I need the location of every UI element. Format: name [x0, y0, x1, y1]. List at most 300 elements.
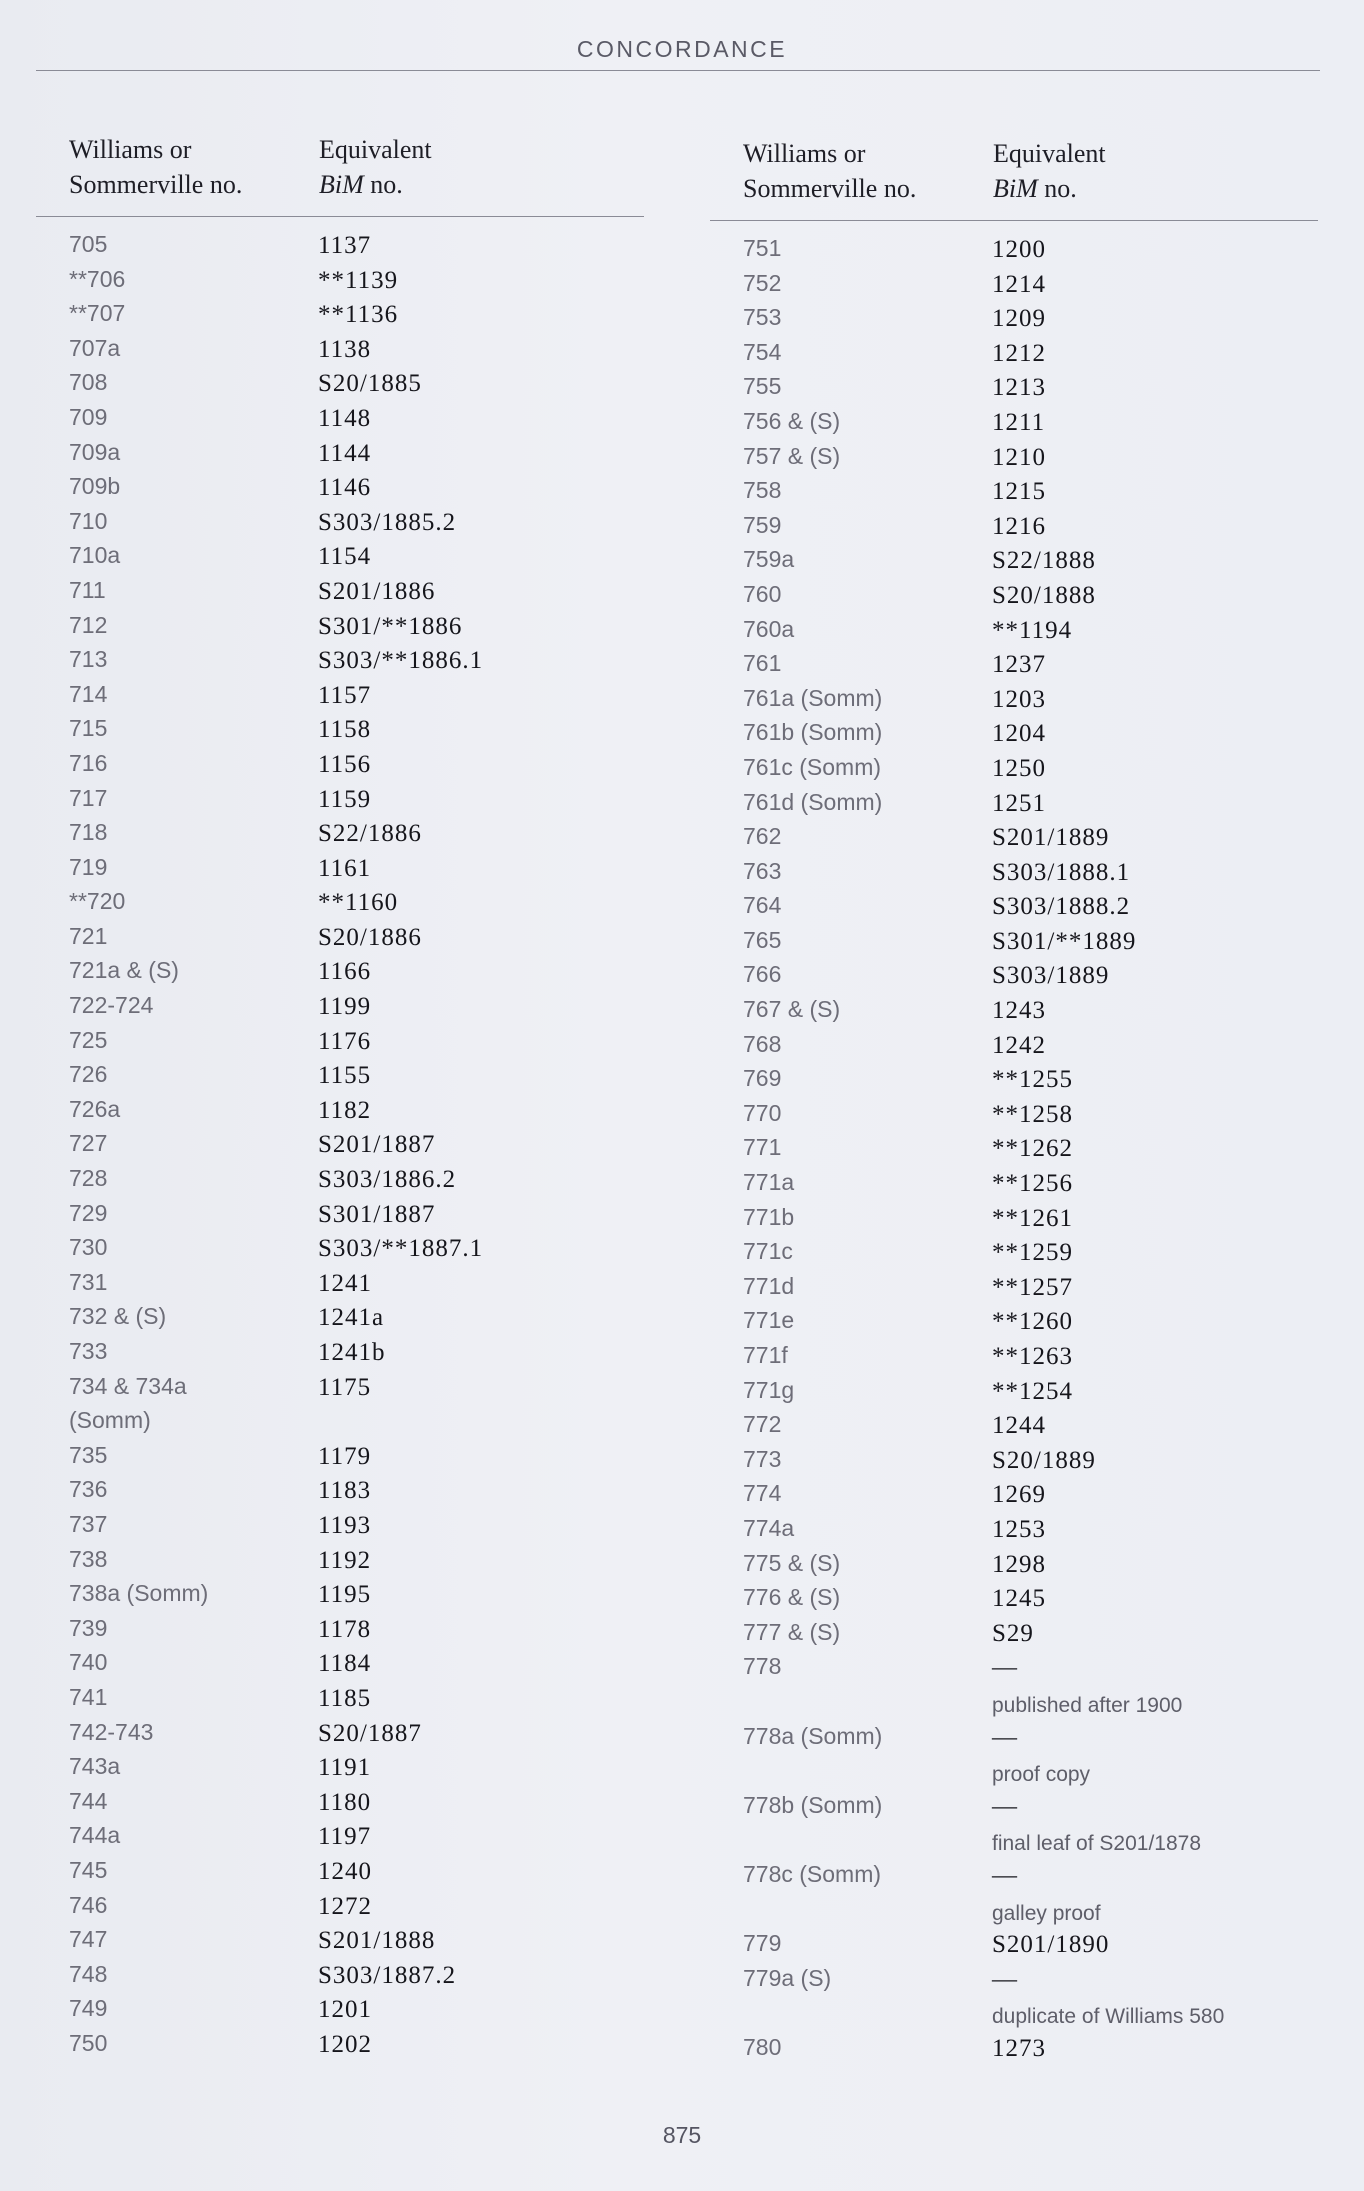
williams-sommerville-no: 774a	[743, 1514, 795, 1541]
table-row	[710, 1204, 1318, 1239]
table-row	[710, 1134, 1318, 1169]
bim-no: S301/**1889	[992, 927, 1137, 955]
williams-sommerville-no: 761	[743, 650, 782, 677]
bim-no: 1241	[318, 1269, 372, 1297]
bim-no: 1156	[318, 750, 372, 778]
table-row	[36, 300, 644, 335]
table-row	[710, 1861, 1318, 1896]
bim-no: 1269	[992, 1481, 1046, 1509]
williams-sommerville-no: 744a	[69, 1822, 121, 1849]
table-row	[36, 819, 644, 854]
table-row	[710, 685, 1318, 720]
bim-no: 1184	[318, 1650, 372, 1678]
williams-sommerville-no: 737	[69, 1510, 108, 1537]
table-row	[36, 1719, 644, 1754]
bim-no: 1146	[318, 474, 372, 502]
bim-no: S20/1886	[318, 923, 422, 951]
table-row	[36, 1788, 644, 1823]
williams-sommerville-no: 709a	[69, 438, 121, 465]
williams-sommerville-no: 730	[69, 1234, 108, 1261]
table-row	[36, 612, 644, 647]
table-row	[710, 1584, 1318, 1619]
table-row	[710, 1411, 1318, 1446]
williams-sommerville-no: 725	[69, 1026, 108, 1053]
williams-sommerville-no: 718	[69, 819, 108, 846]
williams-sommerville-no: **706	[69, 265, 126, 292]
williams-sommerville-no: 712	[69, 611, 108, 638]
williams-sommerville-no: 771d	[743, 1272, 795, 1299]
table-row	[36, 266, 644, 301]
table-row	[710, 1792, 1318, 1827]
header-bim-no: Equivalent BiM no.	[993, 139, 1106, 203]
bim-no: S301/**1886	[318, 612, 463, 640]
table-row	[36, 1476, 644, 1511]
williams-sommerville-no: 752	[743, 269, 782, 296]
bim-no: 1193	[318, 1511, 372, 1539]
bim-no: 1200	[992, 236, 1046, 263]
bim-no: 1201	[318, 1996, 372, 2024]
bim-no: 1214	[992, 270, 1046, 298]
williams-sommerville-no: 743a	[69, 1753, 121, 1780]
bim-no: S201/1889	[992, 824, 1110, 852]
bim-no: **1258	[992, 1100, 1073, 1128]
williams-sommerville-no: 763	[743, 857, 782, 884]
bim-no: 1176	[318, 1027, 372, 1055]
table-row-note	[710, 1757, 1318, 1792]
bim-no: 1191	[318, 1754, 372, 1782]
bim-no: —	[992, 1861, 1018, 1889]
bim-no: S303/1888.1	[992, 858, 1131, 886]
williams-sommerville-no: 709b	[69, 473, 121, 500]
williams-sommerville-no: 748	[69, 1960, 108, 1987]
table-row	[36, 923, 644, 958]
williams-sommerville-no: 779	[743, 1930, 782, 1957]
williams-sommerville-no: 771a	[743, 1169, 795, 1196]
bim-no: S20/1889	[992, 1446, 1096, 1474]
bim-no: 1242	[992, 1031, 1046, 1059]
williams-sommerville-no: 731	[69, 1268, 108, 1295]
bim-no: 1158	[318, 716, 372, 744]
bim-no: 1166	[318, 958, 372, 986]
bim-no: **1139	[318, 266, 399, 294]
bim-no: S303/1889	[992, 962, 1110, 990]
williams-sommerville-no: 771	[743, 1134, 782, 1161]
bim-no: 1244	[992, 1412, 1046, 1440]
bim-no: —	[992, 1654, 1018, 1682]
table-row	[36, 1753, 644, 1788]
williams-sommerville-no: 726	[69, 1061, 108, 1088]
bim-no: 1202	[318, 2030, 372, 2058]
table-row	[36, 1649, 644, 1684]
table-row	[36, 1442, 644, 1477]
table-row	[36, 1130, 644, 1165]
table-row	[710, 1342, 1318, 1377]
table-row	[710, 1273, 1318, 1308]
table-row	[710, 546, 1318, 581]
bim-no: 1182	[318, 1096, 372, 1124]
table-row	[36, 508, 644, 543]
table-row	[36, 854, 644, 889]
bim-no: 1154	[318, 543, 372, 571]
williams-sommerville-no: 734 & 734a	[69, 1372, 187, 1399]
williams-sommerville-no: 751	[743, 235, 782, 261]
bim-no: 1183	[318, 1477, 372, 1505]
table-row	[36, 715, 644, 750]
table-row	[36, 1165, 644, 1200]
williams-sommerville-no: (Somm)	[69, 1407, 151, 1434]
bim-no: 1144	[318, 439, 372, 467]
bim-no: 1241b	[318, 1339, 386, 1366]
bim-no: S201/1887	[318, 1131, 436, 1159]
table-row	[710, 1100, 1318, 1135]
bim-no: S29	[992, 1619, 1034, 1647]
table-row	[36, 957, 644, 992]
williams-sommerville-no: 778c (Somm)	[743, 1860, 882, 1887]
bim-no: **1194	[992, 616, 1073, 644]
table-row	[710, 823, 1318, 858]
williams-sommerville-no: 760a	[743, 615, 795, 642]
williams-sommerville-no: 713	[69, 646, 108, 673]
table-row	[710, 1031, 1318, 1066]
header-williams-no: Williams or Sommerville no.	[743, 139, 917, 203]
table-row	[36, 1857, 644, 1892]
table-row	[36, 1580, 644, 1615]
williams-sommerville-no: 779a (S)	[743, 1964, 832, 1991]
bim-no: 1243	[992, 997, 1046, 1025]
table-row	[36, 681, 644, 716]
williams-sommerville-no: 729	[69, 1199, 108, 1226]
bim-no: S303/1888.2	[992, 893, 1131, 921]
williams-sommerville-no: **707	[69, 300, 126, 327]
table-row	[36, 646, 644, 681]
table-row	[710, 616, 1318, 651]
table-row	[710, 961, 1318, 996]
bim-no: 1215	[992, 478, 1046, 506]
table-row	[36, 231, 644, 266]
williams-sommerville-no: 778	[743, 1653, 782, 1680]
williams-sommerville-no: 747	[69, 1926, 108, 1953]
williams-sommerville-no: 749	[69, 1995, 108, 2022]
bim-note: galley proof	[992, 1901, 1101, 1925]
table-row	[710, 892, 1318, 927]
table-row-note	[710, 1896, 1318, 1931]
bim-no: 1245	[992, 1585, 1046, 1613]
table-row	[710, 927, 1318, 962]
concordance-column-left	[36, 126, 644, 2064]
bim-no: S303/1885.2	[318, 508, 457, 536]
table-row	[710, 512, 1318, 547]
bim-no: 1148	[318, 404, 372, 432]
bim-no: **1256	[992, 1170, 1073, 1198]
williams-sommerville-no: 705	[69, 231, 108, 257]
table-row	[36, 2030, 644, 2065]
table-row	[36, 439, 644, 474]
bim-no: 1273	[992, 2034, 1046, 2062]
bim-no: **1254	[992, 1377, 1073, 1405]
bim-no: 1241a	[318, 1304, 385, 1332]
williams-sommerville-no: 761b (Somm)	[743, 719, 883, 746]
running-head: CONCORDANCE	[576, 36, 788, 62]
table-row	[710, 339, 1318, 374]
williams-sommerville-no: 772	[743, 1411, 782, 1438]
bim-no: 1251	[992, 789, 1046, 817]
williams-sommerville-no: 767 & (S)	[743, 996, 841, 1023]
table-row	[710, 858, 1318, 893]
column-header-rule	[710, 220, 1318, 221]
williams-sommerville-no: 710a	[69, 542, 121, 569]
bim-no: 1272	[318, 1892, 372, 1920]
bim-no: 1204	[992, 720, 1046, 748]
williams-sommerville-no: 719	[69, 853, 108, 880]
table-row	[710, 1515, 1318, 1550]
williams-sommerville-no: 742-743	[69, 1718, 154, 1745]
table-row	[36, 785, 644, 820]
williams-sommerville-no: 754	[743, 338, 782, 365]
williams-sommerville-no: 775 & (S)	[743, 1549, 841, 1576]
table-row	[710, 1169, 1318, 1204]
concordance-column-right	[710, 130, 1318, 2068]
williams-sommerville-no: 744	[69, 1787, 108, 1814]
column-header-rule	[36, 216, 644, 217]
table-row	[710, 373, 1318, 408]
table-row	[36, 992, 644, 1027]
column-header	[710, 130, 1318, 210]
table-row	[36, 1995, 644, 2030]
williams-sommerville-no: 715	[69, 715, 108, 742]
bim-no: —	[992, 1965, 1018, 1993]
bim-no: **1255	[992, 1066, 1073, 1094]
williams-sommerville-no: 746	[69, 1891, 108, 1918]
bim-no: S20/1885	[318, 370, 422, 398]
williams-sommerville-no: 759a	[743, 546, 795, 573]
williams-sommerville-no: 765	[743, 926, 782, 953]
table-row	[36, 1269, 644, 1304]
williams-sommerville-no: 710	[69, 507, 108, 534]
bim-no: 1137	[318, 232, 372, 259]
bim-no: S201/1888	[318, 1927, 436, 1955]
bim-no: **1259	[992, 1239, 1073, 1267]
williams-sommerville-no: 739	[69, 1614, 108, 1641]
table-row	[710, 1065, 1318, 1100]
williams-sommerville-no: 780	[743, 2033, 782, 2060]
williams-sommerville-no: 778a (Somm)	[743, 1722, 883, 1749]
williams-sommerville-no: 717	[69, 784, 108, 811]
table-row	[36, 473, 644, 508]
table-row	[36, 888, 644, 923]
table-row	[710, 1238, 1318, 1273]
table-row-note	[710, 1688, 1318, 1723]
column-header	[36, 126, 644, 206]
table-row	[36, 1338, 644, 1373]
bim-no: S20/1887	[318, 1719, 422, 1747]
header-rule	[36, 70, 1320, 71]
bim-no: S303/1886.2	[318, 1166, 457, 1194]
bim-no: 1211	[992, 408, 1046, 436]
bim-no: **1136	[318, 301, 399, 329]
table-row	[36, 404, 644, 439]
williams-sommerville-no: 760	[743, 580, 782, 607]
williams-sommerville-no: 727	[69, 1130, 108, 1157]
bim-no: 1138	[318, 335, 372, 363]
table-row	[710, 719, 1318, 754]
williams-sommerville-no: 771e	[743, 1307, 795, 1334]
bim-no: **1260	[992, 1308, 1073, 1336]
table-row	[36, 1926, 644, 1961]
bim-no: S201/1886	[318, 577, 436, 605]
williams-sommerville-no: 773	[743, 1445, 782, 1472]
williams-sommerville-no: 774	[743, 1480, 782, 1507]
williams-sommerville-no: 735	[69, 1441, 108, 1468]
bim-no: 1210	[992, 443, 1046, 471]
bim-no: 1237	[992, 651, 1046, 679]
williams-sommerville-no: 766	[743, 961, 782, 988]
table-row	[36, 1303, 644, 1338]
williams-sommerville-no: 761c (Somm)	[743, 753, 882, 780]
bim-no: 1240	[318, 1857, 372, 1885]
table-row	[36, 1684, 644, 1719]
table-row	[36, 1961, 644, 1996]
table-row	[710, 754, 1318, 789]
williams-sommerville-no: 762	[743, 823, 782, 850]
bim-no: **1262	[992, 1135, 1073, 1163]
williams-sommerville-no: 740	[69, 1649, 108, 1676]
table-row	[36, 1822, 644, 1857]
williams-sommerville-no: 709	[69, 403, 108, 430]
bim-note: proof copy	[992, 1763, 1091, 1787]
table-row	[36, 1234, 644, 1269]
table-row	[710, 581, 1318, 616]
table-row	[36, 1615, 644, 1650]
bim-no: 1179	[318, 1442, 372, 1470]
williams-sommerville-no: 759	[743, 511, 782, 538]
table-row	[710, 2034, 1318, 2069]
table-row	[710, 1653, 1318, 1688]
bim-no: 1155	[318, 1062, 372, 1090]
williams-sommerville-no: 741	[69, 1683, 108, 1710]
bim-no: 1250	[992, 754, 1046, 782]
williams-sommerville-no: 750	[69, 2029, 108, 2056]
williams-sommerville-no: 745	[69, 1856, 108, 1883]
bim-no: **1160	[318, 889, 399, 917]
bim-no: 1199	[318, 993, 372, 1021]
williams-sommerville-no: 711	[69, 576, 106, 603]
table-row	[36, 1407, 644, 1442]
bim-no: S303/1887.2	[318, 1961, 457, 1989]
williams-sommerville-no: 722-724	[69, 992, 154, 1019]
header-bim-no: Equivalent BiM no.	[319, 135, 432, 199]
williams-sommerville-no: 732 & (S)	[69, 1303, 167, 1330]
table-row	[36, 1373, 644, 1408]
header-williams-no: Williams or Sommerville no.	[69, 135, 243, 199]
table-row-note	[710, 1826, 1318, 1861]
bim-note: final leaf of S201/1878	[992, 1832, 1201, 1856]
williams-sommerville-no: 761d (Somm)	[743, 788, 883, 815]
williams-sommerville-no: 778b (Somm)	[743, 1791, 883, 1818]
williams-sommerville-no: 771b	[743, 1203, 795, 1230]
williams-sommerville-no: 736	[69, 1476, 108, 1503]
williams-sommerville-no: **720	[69, 888, 126, 915]
williams-sommerville-no: 768	[743, 1030, 782, 1057]
williams-sommerville-no: 756 & (S)	[743, 407, 841, 434]
williams-sommerville-no: 755	[743, 373, 782, 400]
williams-sommerville-no: 761a (Somm)	[743, 684, 883, 711]
williams-sommerville-no: 738	[69, 1545, 108, 1572]
table-row-note	[710, 1999, 1318, 2034]
bim-no: **1257	[992, 1273, 1073, 1301]
bim-no: 1216	[992, 512, 1046, 540]
table-row	[36, 1511, 644, 1546]
table-row	[710, 408, 1318, 443]
williams-sommerville-no: 714	[69, 680, 108, 707]
williams-sommerville-no: 771g	[743, 1376, 795, 1403]
bim-no: 1192	[318, 1546, 372, 1574]
table-row	[710, 1550, 1318, 1585]
table-row	[710, 996, 1318, 1031]
williams-sommerville-no: 728	[69, 1165, 108, 1192]
bim-no: 1180	[318, 1788, 372, 1816]
table-row	[710, 1619, 1318, 1654]
williams-sommerville-no: 769	[743, 1065, 782, 1092]
williams-sommerville-no: 771f	[743, 1342, 788, 1368]
bim-no: 1212	[992, 339, 1046, 367]
table-row	[710, 650, 1318, 685]
bim-no: 1175	[318, 1373, 372, 1401]
bim-no: 1159	[318, 785, 372, 813]
bim-no: 1253	[992, 1515, 1046, 1543]
williams-sommerville-no: 777 & (S)	[743, 1618, 841, 1645]
bim-no: 1161	[318, 854, 372, 882]
table-row	[710, 1307, 1318, 1342]
table-row	[710, 443, 1318, 478]
bim-no: S303/**1887.1	[318, 1235, 484, 1263]
bim-no: S22/1886	[318, 820, 422, 848]
bim-no: 1178	[318, 1615, 372, 1643]
table-row	[36, 1892, 644, 1927]
table-row	[710, 304, 1318, 339]
williams-sommerville-no: 707a	[69, 334, 121, 361]
table-row	[710, 1377, 1318, 1412]
williams-sommerville-no: 758	[743, 477, 782, 504]
williams-sommerville-no: 726a	[69, 1095, 121, 1122]
bim-note: published after 1900	[992, 1693, 1183, 1717]
bim-no: S301/1887	[318, 1200, 436, 1228]
williams-sommerville-no: 721	[69, 922, 108, 949]
concordance-rows	[710, 235, 1318, 2068]
williams-sommerville-no: 776 & (S)	[743, 1584, 841, 1611]
bim-no: **1261	[992, 1204, 1073, 1232]
bim-no: 1185	[318, 1684, 372, 1712]
bim-no: 1203	[992, 685, 1046, 713]
table-row	[710, 1480, 1318, 1515]
table-row	[36, 369, 644, 404]
williams-sommerville-no: 738a (Somm)	[69, 1580, 209, 1607]
williams-sommerville-no: 770	[743, 1099, 782, 1126]
table-row	[710, 1723, 1318, 1758]
table-row	[36, 1096, 644, 1131]
williams-sommerville-no: 771c	[743, 1238, 793, 1265]
table-row	[36, 335, 644, 370]
table-row	[36, 750, 644, 785]
williams-sommerville-no: 708	[69, 369, 108, 396]
bim-no: S22/1888	[992, 547, 1096, 575]
table-row	[36, 1061, 644, 1096]
williams-sommerville-no: 716	[69, 749, 108, 776]
bim-note: duplicate of Williams 580	[992, 2005, 1225, 2029]
williams-sommerville-no: 733	[69, 1338, 108, 1364]
bim-no: 1298	[992, 1550, 1046, 1578]
concordance-rows	[36, 231, 644, 2064]
williams-sommerville-no: 764	[743, 892, 782, 919]
